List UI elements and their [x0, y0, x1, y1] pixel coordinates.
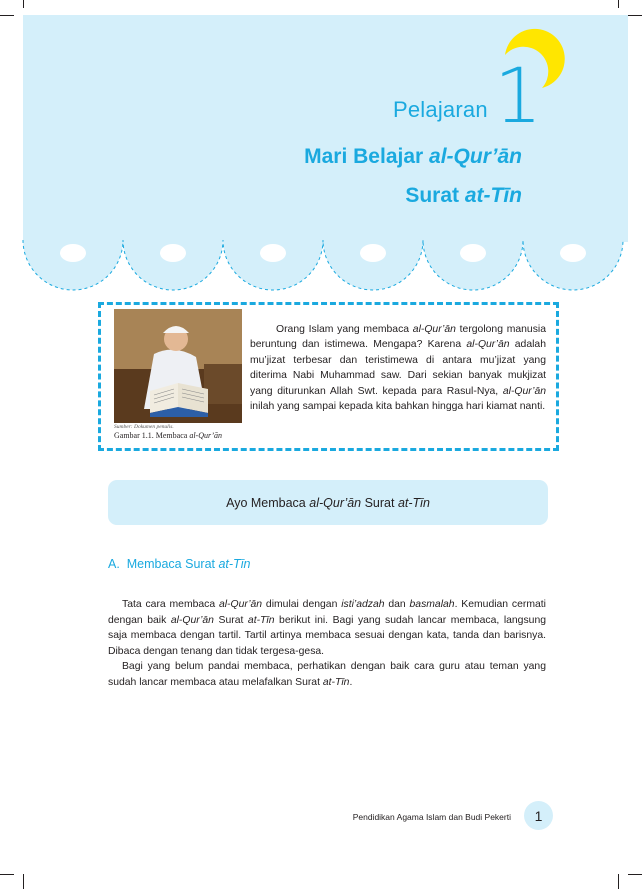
chapter-title: Mari Belajar al-Qur’ān	[304, 145, 522, 168]
footer-book-title: Pendidikan Agama Islam dan Budi Pekerti	[352, 812, 511, 822]
page-number: 1	[524, 801, 553, 830]
scallop-dot	[460, 244, 486, 262]
subheading-box: Ayo Membaca al-Qur’ān Surat at-Tīn	[108, 480, 548, 525]
photo-credit: Sumber: Dokumen penulis.	[114, 424, 174, 430]
paragraph: Bagi yang belum pandai membaca, perhatikan dengan baik cara guru atau teman yang sudah lancar membaca atau melafalkan Surat at-Tīn.	[108, 661, 546, 688]
crop-mark	[23, 874, 24, 889]
crop-mark	[618, 874, 619, 889]
body-text	[108, 597, 546, 690]
photo-caption: Gambar 1.1. Membaca al-Qur’ān	[114, 431, 223, 440]
crop-mark	[628, 874, 642, 875]
scallop-dot	[360, 244, 386, 262]
photo-boy-reading-quran	[114, 309, 242, 423]
lesson-label: Pelajaran	[393, 97, 488, 122]
scallop-dot	[60, 244, 86, 262]
paragraph: Tata cara membaca al-Qur’ān dimulai dengan isti’adzah dan basmalah. Kemudian cermati dengan baik al-Qur’ān Surat at-Tīn berikut ini. Bagi yang sudah lancar membaca, langsung saja membaca dengan tartil. Tartil artinya membaca sesuai dengan kata, tanda dan barisnya. Dibaca dengan tenang dan tidak tergesa-gesa.	[108, 599, 546, 657]
crop-mark	[0, 874, 14, 875]
scallop-dot	[560, 244, 586, 262]
lesson-number: 1	[494, 51, 543, 140]
chapter-subtitle: Surat at-Tīn	[405, 184, 522, 207]
scallop-dot	[260, 244, 286, 262]
scallop-dot	[160, 244, 186, 262]
section-heading: A. Membaca Surat at-Tīn	[108, 557, 251, 571]
intro-paragraph: Orang Islam yang membaca al-Qur’ān tergolong manusia beruntung dan istimewa. Mengapa? Karena al-Qur’ān adalah mu’jizat terbesar dan teristimewa di antara mu’jizat yang diterima Nabi Muhammad saw. Dari sekian banyak mukjizat yang diturunkan Allah Swt. kepada para Rasul-Nya, al-Qur’ān inilah yang sampai kepada kita bahkan hingga hari kiamat nanti.	[250, 324, 546, 413]
